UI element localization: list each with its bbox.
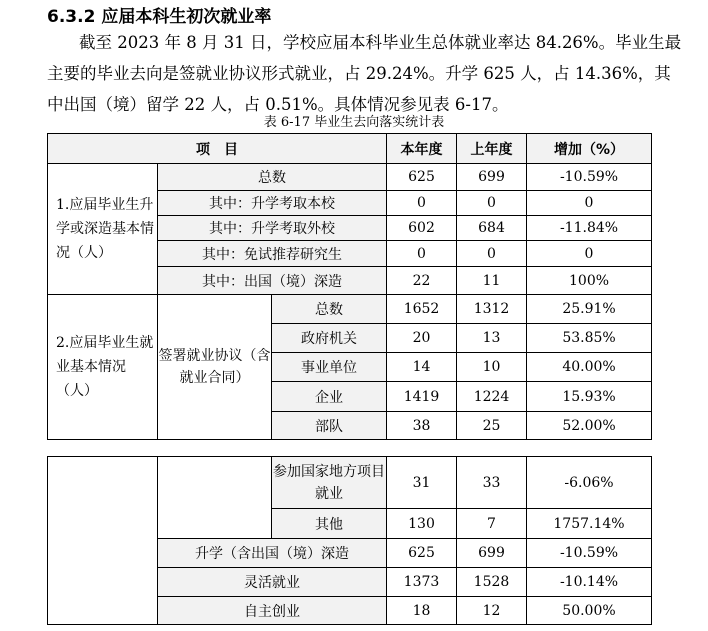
continued-group-cell [48,457,158,625]
row-label: 其中：升学考取外校 [158,216,387,241]
cell-change: 40.00% [527,353,652,382]
cell-last-year: 699 [457,164,527,191]
cell-this-year: 18 [387,597,457,625]
group2-label: 2.应届毕业生就业基本情况（人） [48,295,158,440]
row-label: 参加国家地方项目就业 [272,457,387,509]
table-row [48,457,652,509]
cell-this-year: 625 [387,539,457,568]
cell-last-year: 1224 [457,382,527,412]
row-label: 升学（含出国（境）深造 [158,539,387,568]
cell-last-year: 12 [457,597,527,625]
header-this-year: 本年度 [387,134,457,164]
row-label: 其中：出国（境）深造 [158,267,387,295]
row-label: 其中：升学考取本校 [158,191,387,216]
cell-this-year: 20 [387,324,457,353]
cell-this-year: 130 [387,509,457,539]
header-last-year: 上年度 [457,134,527,164]
cell-change: -10.59% [527,539,652,568]
cell-last-year: 1528 [457,568,527,597]
body-paragraph: 截至 2023 年 8 月 31 日，学校应届本科毕业生总体就业率达 84.26%。毕业生最主要的毕业去向是签就业协议形式就业，占 29.24%。升学 625 人，占 14.36%，其中出国（境）留学 22 人，占 0.51%。具体情况参见表 6-17。 [47,33,682,114]
header-item: 项 目 [48,134,387,164]
cell-last-year: 684 [457,216,527,241]
row-label: 总数 [272,295,387,324]
row-label: 企业 [272,382,387,412]
row-label: 其中：免试推荐研究生 [158,241,387,267]
cell-last-year: 10 [457,353,527,382]
cell-this-year: 22 [387,267,457,295]
cell-this-year: 1419 [387,382,457,412]
cell-last-year: 11 [457,267,527,295]
cell-change: 15.93% [527,382,652,412]
cell-change: 53.85% [527,324,652,353]
cell-this-year: 1652 [387,295,457,324]
cell-change: -10.59% [527,164,652,191]
cell-change: 100% [527,267,652,295]
cell-change: 25.91% [527,295,652,324]
row-label: 灵活就业 [158,568,387,597]
cell-this-year: 31 [387,457,457,509]
section-heading: 6.3.2 应届本科生初次就业率 [47,7,272,27]
cell-this-year: 602 [387,216,457,241]
cell-this-year: 625 [387,164,457,191]
cell-last-year: 699 [457,539,527,568]
cell-change: 50.00% [527,597,652,625]
cell-change: -11.84% [527,216,652,241]
destination-table [47,133,652,440]
cell-last-year: 0 [457,191,527,216]
cell-last-year: 13 [457,324,527,353]
cell-last-year: 0 [457,241,527,267]
row-label: 总数 [158,164,387,191]
group2-sub-label: 签署就业协议（含就业合同） [158,295,272,440]
table-row [48,295,652,324]
row-label: 自主创业 [158,597,387,625]
row-label: 其他 [272,509,387,539]
continued-sub-cell [158,457,272,539]
cell-change: 52.00% [527,412,652,440]
header-change: 增加（%） [527,134,652,164]
cell-last-year: 7 [457,509,527,539]
group1-label: 1.应届毕业生升学或深造基本情况（人） [48,164,158,295]
destination-table-continued [47,456,652,625]
table-row [48,164,652,191]
table-caption: 表 6-17 毕业生去向落实统计表 [263,115,445,130]
cell-this-year: 0 [387,191,457,216]
cell-change: 0 [527,191,652,216]
row-label: 政府机关 [272,324,387,353]
table-header-row [48,134,652,164]
cell-change: -6.06% [527,457,652,509]
cell-change: -10.14% [527,568,652,597]
cell-last-year: 33 [457,457,527,509]
cell-change: 0 [527,241,652,267]
cell-last-year: 1312 [457,295,527,324]
cell-this-year: 38 [387,412,457,440]
cell-this-year: 14 [387,353,457,382]
row-label: 部队 [272,412,387,440]
cell-this-year: 0 [387,241,457,267]
cell-this-year: 1373 [387,568,457,597]
cell-last-year: 25 [457,412,527,440]
row-label: 事业单位 [272,353,387,382]
cell-change: 1757.14% [527,509,652,539]
